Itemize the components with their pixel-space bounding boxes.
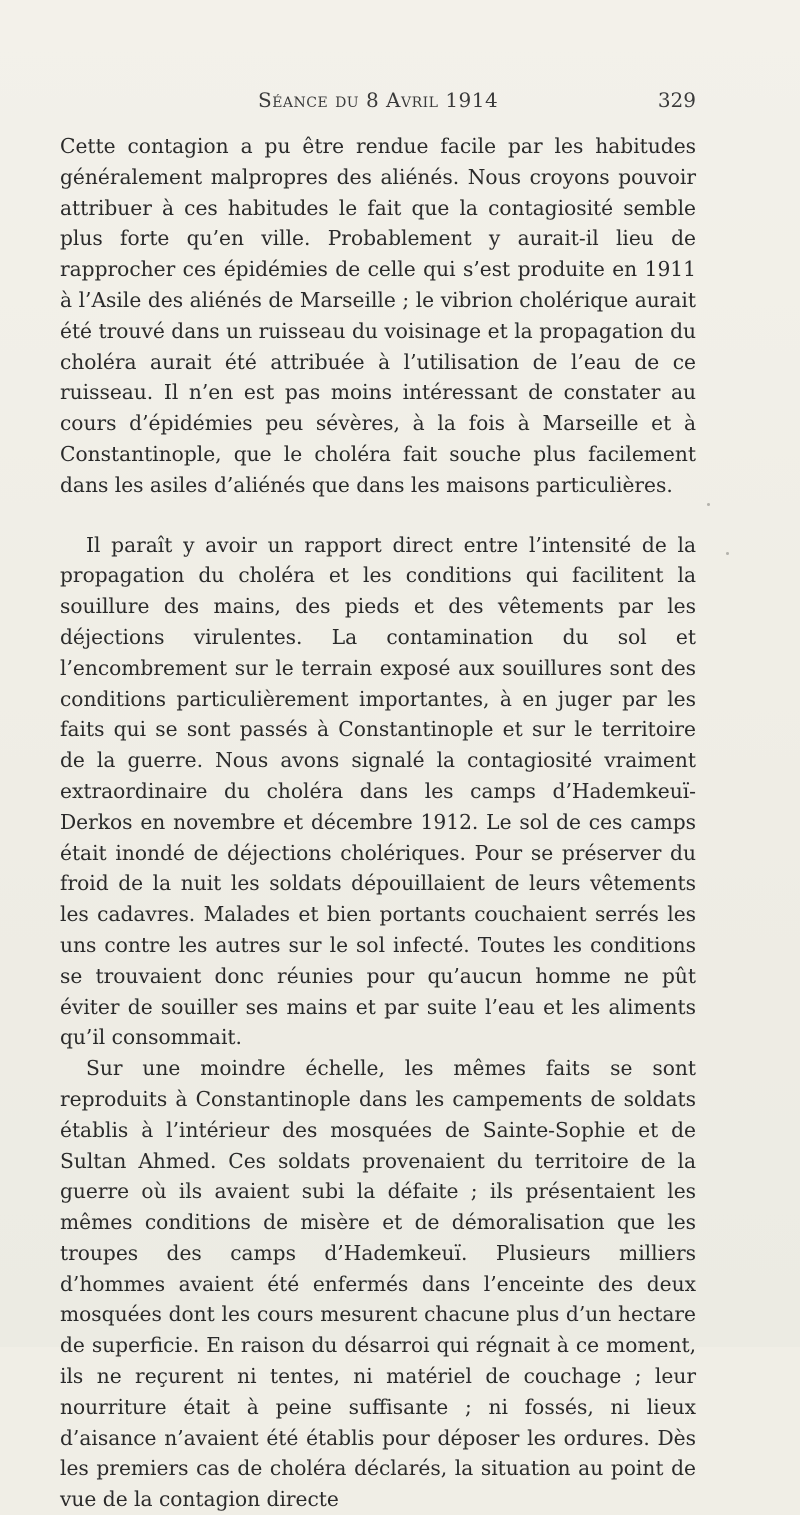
- paper-speck: [726, 552, 729, 555]
- paper-speck: [707, 503, 710, 506]
- running-head: [0, 88, 800, 118]
- paragraph-3: Sur une moindre échelle, les mêmes faits se sont reproduits à Constantinople dans les campements de soldats établis à l’intérieur des mosquées de Sainte-Sophie et de Sultan Ahmed. Ces soldats provenaient du territoire de la guerre où ils avaient subi la défaite ; ils présentaient les mêmes conditions de misère et de démoralisation que les troupes des camps d’Hademkeuï. Plusieurs milliers d’hommes avaient été enfermés dans l’enceinte des deux mosquées dont les cours mesurent chacune plus d’un hectare de superficie. En raison du désarroi qui régnait à ce moment, ils ne reçurent ni tentes, ni matériel de couchage ; leur nourriture était à peine suffisante ; ni fossés, ni lieux d’aisance n’avaient été établis pour déposer les ordures. Dès les premiers cas de choléra déclarés, la situation au point de vue de la contagion directe: [60, 1056, 696, 1512]
- paragraph-2: Il paraît y avoir un rapport direct entre l’intensité de la propagation du choléra et les conditions qui facilitent la souillure des mains, des pieds et des vêtements par les déjections virulentes. La contamination du sol et l’encombrement sur le terrain exposé aux souillures sont des conditions particulièrement importantes, à en juger par les faits qui se sont passés à Constantinople et sur le territoire de la guerre. Nous avons signalé la contagiosité vraiment extraordinaire du choléra dans les camps d’Hademkeuï-Derkos en novembre et décembre 1912. Le sol de ces camps était inondé de déjections cholériques. Pour se préserver du froid de la nuit les soldats dépouillaient de leurs vêtements les cadavres. Malades et bien portants couchaient serrés les uns contre les autres sur le sol infecté. Toutes les conditions se trouvaient donc réunies pour qu’aucun homme ne pût éviter de souiller ses mains et par suite l’eau et les aliments qu’il consommait.: [60, 532, 696, 1050]
- body-text: [60, 131, 696, 1515]
- paragraph-1: Cette contagion a pu être rendue facile par les habitudes généralement malpropres des aliénés. Nous croyons pouvoir attribuer à ces habitudes le fait que la contagiosité semble plus forte qu’en ville. Probablement y aurait-il lieu de rapprocher ces épidémies de celle qui s’est produite en 1911 à l’Asile des aliénés de Marseille ; le vibrion cholérique aurait été trouvé dans un ruisseau du voisinage et la propagation du choléra aurait été attribuée à l’utilisation de l’eau de ce ruisseau. Il n’en est pas moins intéressant de constater au cours d’épidémies peu sévères, à la fois à Marseille et à Constantinople, que le choléra fait souche plus facilement dans les asiles d’aliénés que dans les maisons particulières.: [60, 134, 696, 497]
- page-number: 329: [657, 88, 696, 112]
- running-title: Séance du 8 Avril 1914: [258, 88, 499, 112]
